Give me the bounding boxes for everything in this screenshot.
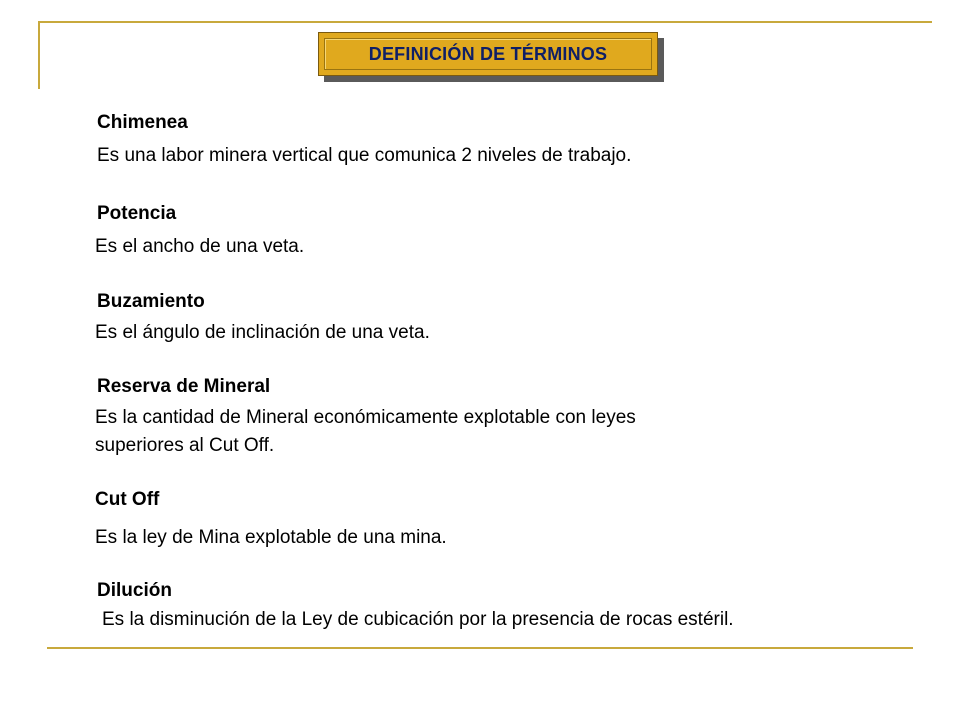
term-buzamiento: Buzamiento [97,291,205,312]
term-potencia: Potencia [97,203,177,224]
definition-chimenea: Es una labor minera vertical que comunica 2 niveles de trabajo. [97,145,632,166]
definition-reserva-line-2: superiores al Cut Off. [95,435,275,456]
top-accent-line [38,21,932,23]
term-dilucion: Dilución [97,580,172,601]
bottom-accent-line [47,647,913,649]
definition-dilucion: Es la disminución de la Ley de cubicación por la presencia de rocas estéril. [102,609,734,630]
definition-cut-off: Es la ley de Mina explotable de una mina. [95,527,447,548]
title-box [318,32,658,76]
slide-title: DEFINICIÓN DE TÉRMINOS [368,43,608,64]
definition-potencia: Es el ancho de una veta. [95,236,305,257]
definition-buzamiento: Es el ángulo de inclinación de una veta. [95,322,430,343]
left-accent-line [38,21,40,89]
definition-reserva-line-1: Es la cantidad de Mineral económicamente explotable con leyes [95,407,636,428]
term-chimenea: Chimenea [97,112,188,133]
term-cut-off: Cut Off [95,489,160,510]
term-reserva-de-mineral: Reserva de Mineral [97,376,271,397]
